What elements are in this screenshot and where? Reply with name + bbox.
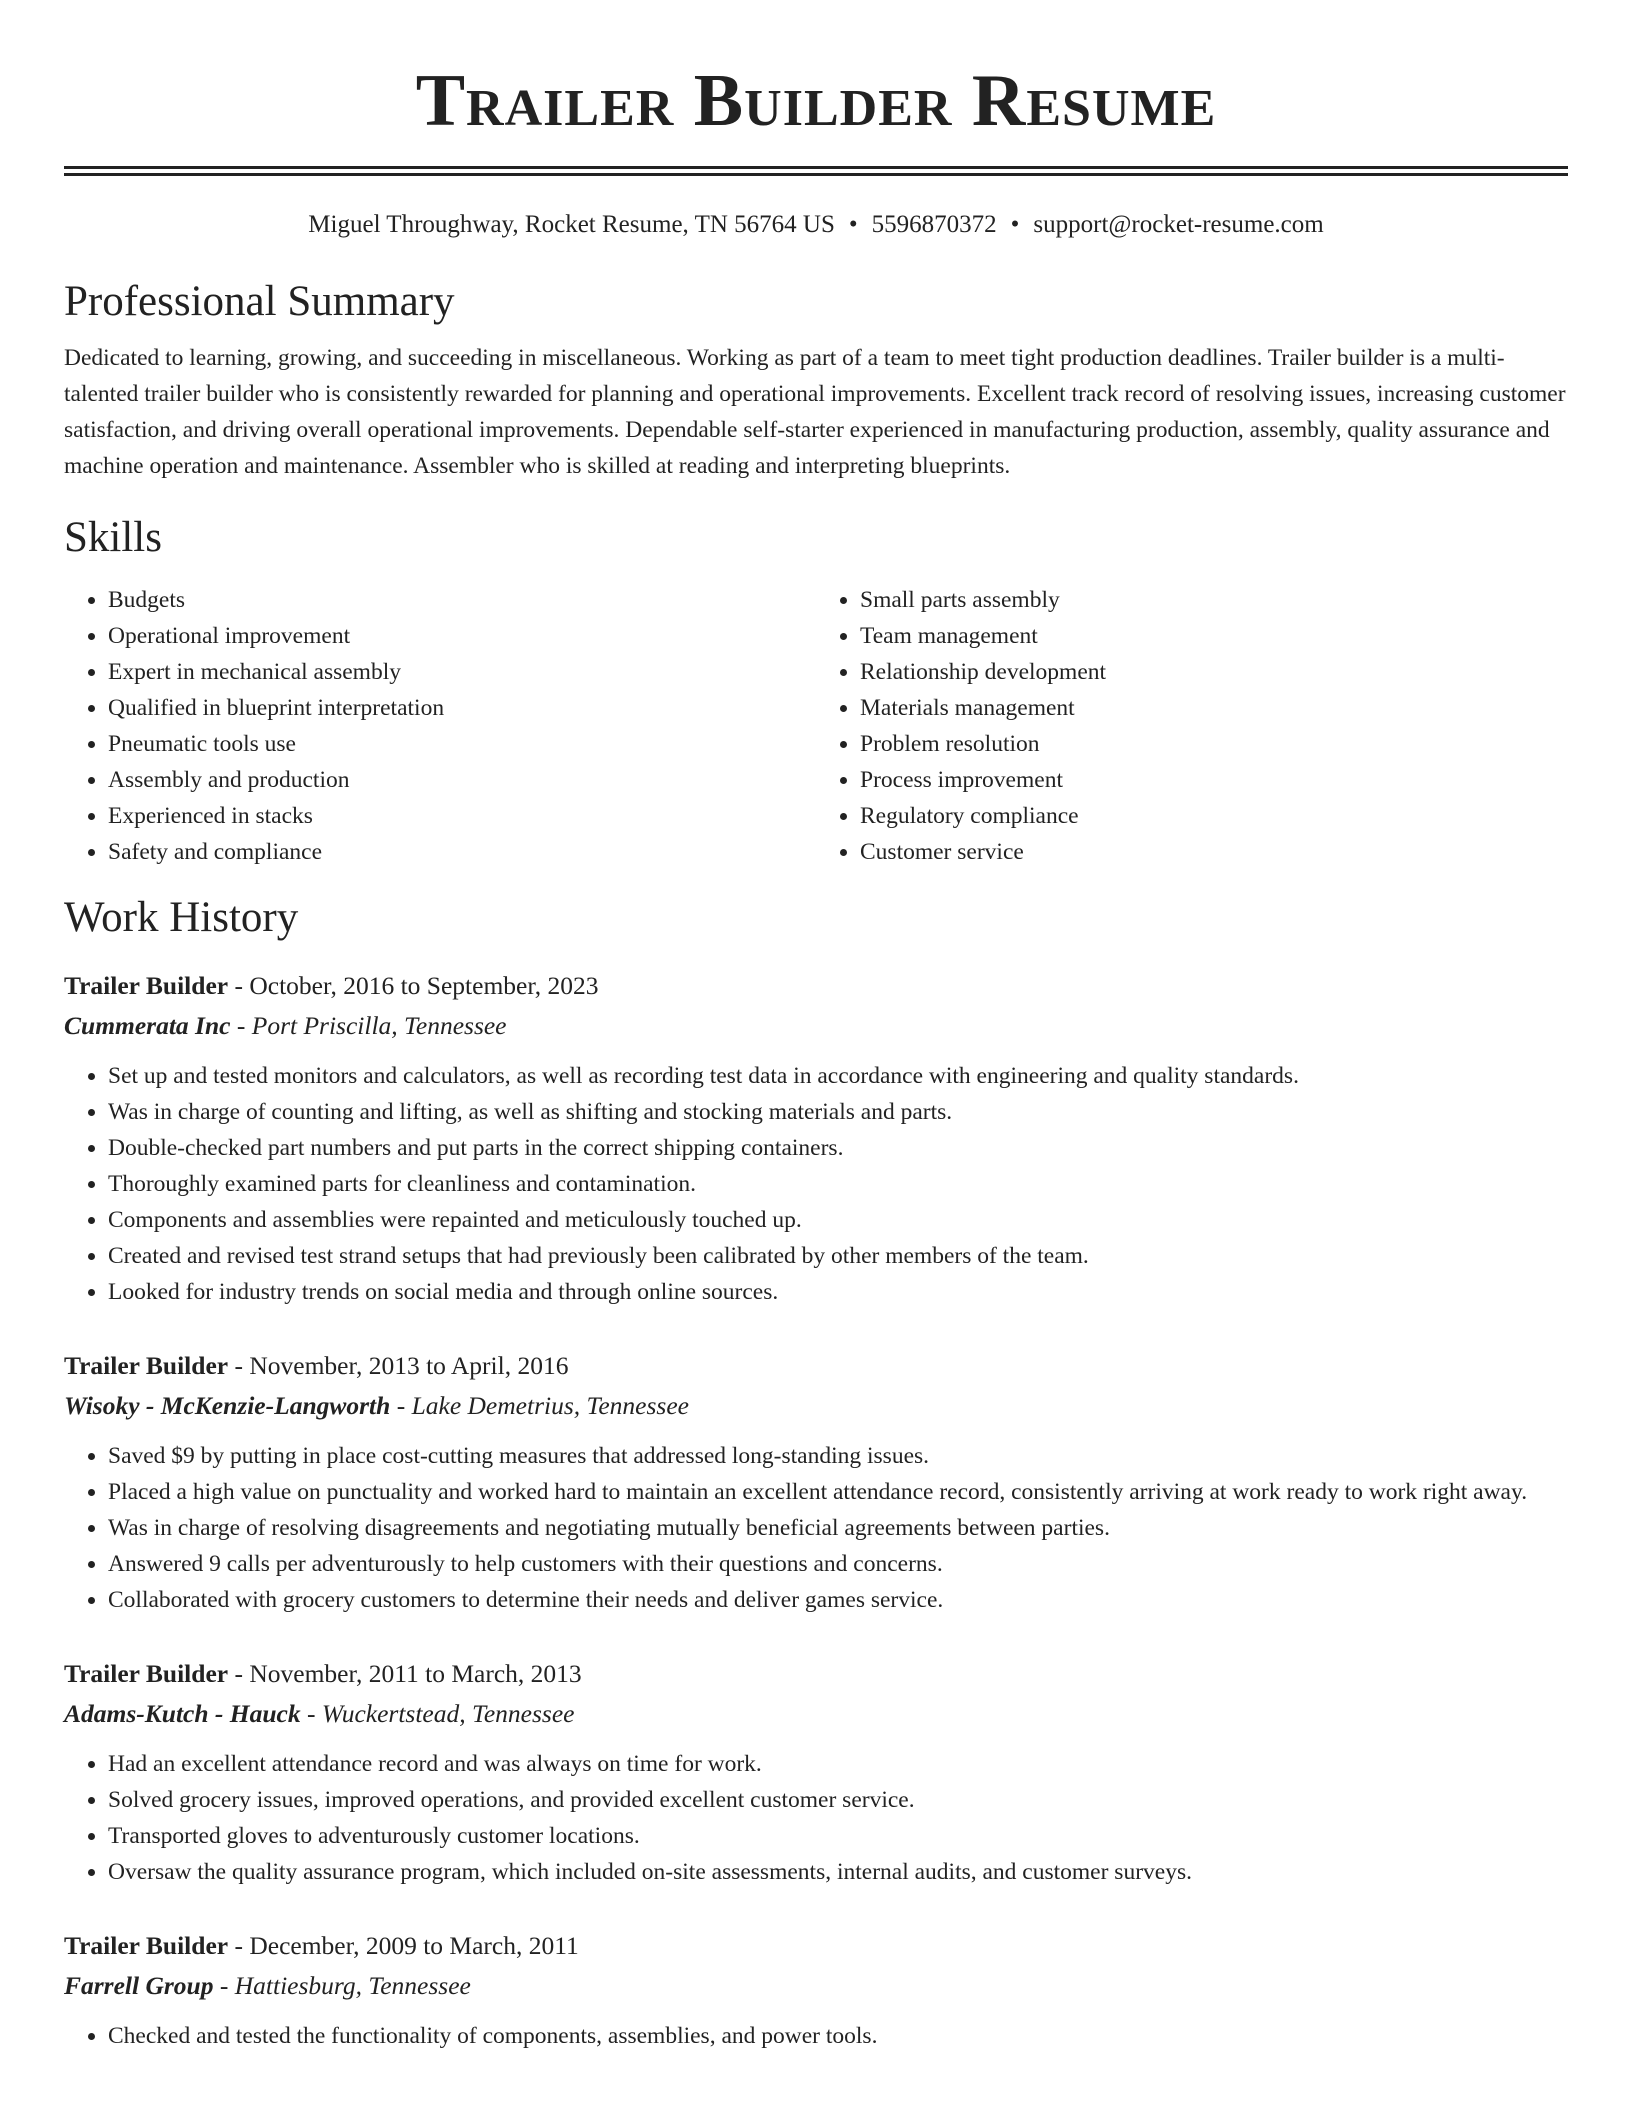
job-bullet: • Set up and tested monitors and calculators, as well as recording test data in accordance with engineering and quality standards.: [108, 1058, 1568, 1094]
job-location: Lake Demetrius, Tennessee: [411, 1391, 689, 1420]
resume-page: [64, 0, 1568, 2054]
job-dates: October, 2016 to September, 2023: [249, 971, 599, 1000]
job-bullet: • Checked and tested the functionality of components, assemblies, and power tools.: [108, 2018, 1568, 2054]
job-bullet-list: [64, 1746, 1568, 1890]
job-title: Trailer Builder: [64, 971, 229, 1000]
job-title-line: Trailer Builder - November, 2011 to March, 2013: [64, 1659, 582, 1688]
section-heading-skills: Skills: [64, 514, 162, 561]
job-title-line: Trailer Builder - December, 2009 to March, 2011: [64, 1931, 579, 1960]
job-bullet: • Solved grocery issues, improved operations, and provided excellent customer service.: [108, 1782, 1568, 1818]
skill-item: • Safety and compliance: [108, 834, 816, 870]
job-entry: [64, 1654, 1568, 1890]
job-dates: December, 2009 to March, 2011: [249, 1931, 579, 1960]
job-title: Trailer Builder: [64, 1931, 229, 1960]
job-bullet: • Looked for industry trends on social media and through online sources.: [108, 1274, 1568, 1310]
title-double-rule: [64, 166, 1568, 176]
job-entry: [64, 1346, 1568, 1618]
job-company: Adams-Kutch - Hauck: [64, 1699, 301, 1728]
skill-item: • Pneumatic tools use: [108, 726, 816, 762]
contact-phone: 5596870372: [871, 211, 997, 238]
job-title: Trailer Builder: [64, 1659, 229, 1688]
job-title-line: Trailer Builder - November, 2013 to April, 2016: [64, 1351, 569, 1380]
skill-item: • Materials management: [860, 690, 1568, 726]
job-dates: November, 2013 to April, 2016: [249, 1351, 569, 1380]
job-location: Wuckertstead, Tennessee: [321, 1699, 575, 1728]
job-company-line: Adams-Kutch - Hauck - Wuckertstead, Tennessee: [64, 1699, 575, 1728]
skills-list-right: [816, 582, 1568, 870]
contact-separator: •: [848, 211, 858, 238]
job-company: Farrell Group: [64, 1971, 214, 2000]
skill-item: • Process improvement: [860, 762, 1568, 798]
job-entry: [64, 1926, 1568, 2054]
job-title: Trailer Builder: [64, 1351, 229, 1380]
skill-item: • Regulatory compliance: [860, 798, 1568, 834]
job-company-line: Farrell Group - Hattiesburg, Tennessee: [64, 1971, 471, 2000]
job-location: Port Priscilla, Tennessee: [251, 1011, 507, 1040]
job-entry: [64, 966, 1568, 1310]
resume-title: Trailer Builder Resume: [415, 60, 1217, 142]
job-dates: November, 2011 to March, 2013: [249, 1659, 582, 1688]
job-bullet-list: [64, 1438, 1568, 1618]
job-location: Hattiesburg, Tennessee: [234, 1971, 471, 2000]
skill-item: • Problem resolution: [860, 726, 1568, 762]
job-bullet: • Thoroughly examined parts for cleanliness and contamination.: [108, 1166, 1568, 1202]
job-bullet-list: [64, 1058, 1568, 1310]
skill-item: • Operational improvement: [108, 618, 816, 654]
skill-item: • Expert in mechanical assembly: [108, 654, 816, 690]
job-bullet: • Created and revised test strand setups that had previously been calibrated by other members of the team.: [108, 1238, 1568, 1274]
skill-item: • Experienced in stacks: [108, 798, 816, 834]
skills-grid: [64, 582, 1568, 870]
job-bullet: • Double-checked part numbers and put parts in the correct shipping containers.: [108, 1130, 1568, 1166]
job-bullet: • Oversaw the quality assurance program, which included on-site assessments, internal audits, and customer surveys.: [108, 1854, 1568, 1890]
section-heading-work-history: Work History: [64, 894, 299, 941]
job-company-line: Wisoky - McKenzie-Langworth - Lake Demetrius, Tennessee: [64, 1391, 689, 1420]
skills-list-left: [64, 582, 816, 870]
section-heading-summary: Professional Summary: [64, 278, 455, 325]
job-bullet: • Was in charge of counting and lifting, as well as shifting and stocking materials and parts.: [108, 1094, 1568, 1130]
skill-item: • Qualified in blueprint interpretation: [108, 690, 816, 726]
job-bullet: • Had an excellent attendance record and was always on time for work.: [108, 1746, 1568, 1782]
contact-separator: •: [1010, 211, 1020, 238]
job-bullet: • Collaborated with grocery customers to determine their needs and deliver games service.: [108, 1582, 1568, 1618]
job-bullet: • Saved $9 by putting in place cost-cutting measures that addressed long-standing issues.: [108, 1438, 1568, 1474]
skill-item: • Budgets: [108, 582, 816, 618]
contact-address: Miguel Throughway, Rocket Resume, TN 56764 US: [308, 211, 835, 238]
job-bullet-list: [64, 2018, 1568, 2054]
job-bullet: • Components and assemblies were repainted and meticulously touched up.: [108, 1202, 1568, 1238]
skill-item: • Relationship development: [860, 654, 1568, 690]
contact-email: support@rocket-resume.com: [1033, 211, 1324, 238]
skill-item: • Team management: [860, 618, 1568, 654]
job-company: Cummerata Inc: [64, 1011, 231, 1040]
job-company: Wisoky - McKenzie-Langworth: [64, 1391, 391, 1420]
job-bullet: • Transported gloves to adventurously customer locations.: [108, 1818, 1568, 1854]
skill-item: • Customer service: [860, 834, 1568, 870]
skill-item: • Small parts assembly: [860, 582, 1568, 618]
job-title-line: Trailer Builder - October, 2016 to September, 2023: [64, 971, 599, 1000]
job-bullet: • Placed a high value on punctuality and worked hard to maintain an excellent attendance record, consistently arriving at work ready to work right away.: [108, 1474, 1568, 1510]
job-bullet: • Was in charge of resolving disagreements and negotiating mutually beneficial agreements between parties.: [108, 1510, 1568, 1546]
summary-text: Dedicated to learning, growing, and succeeding in miscellaneous. Working as part of a team to meet tight production deadlines. Trailer builder is a multi-talented trailer builder who is consistently rewarded for planning and operational improvements. Excellent track record of resolving issues, increasing customer satisfaction, and driving overall operational improvements. Dependable self-starter experienced in manufacturing production, assembly, quality assurance and machine operation and maintenance. Assembler who is skilled at reading and interpreting blueprints.: [64, 345, 1566, 479]
job-bullet: • Answered 9 calls per adventurously to help customers with their questions and concerns.: [108, 1546, 1568, 1582]
skill-item: • Assembly and production: [108, 762, 816, 798]
job-company-line: Cummerata Inc - Port Priscilla, Tennessee: [64, 1011, 507, 1040]
contact-line: [64, 210, 1568, 240]
